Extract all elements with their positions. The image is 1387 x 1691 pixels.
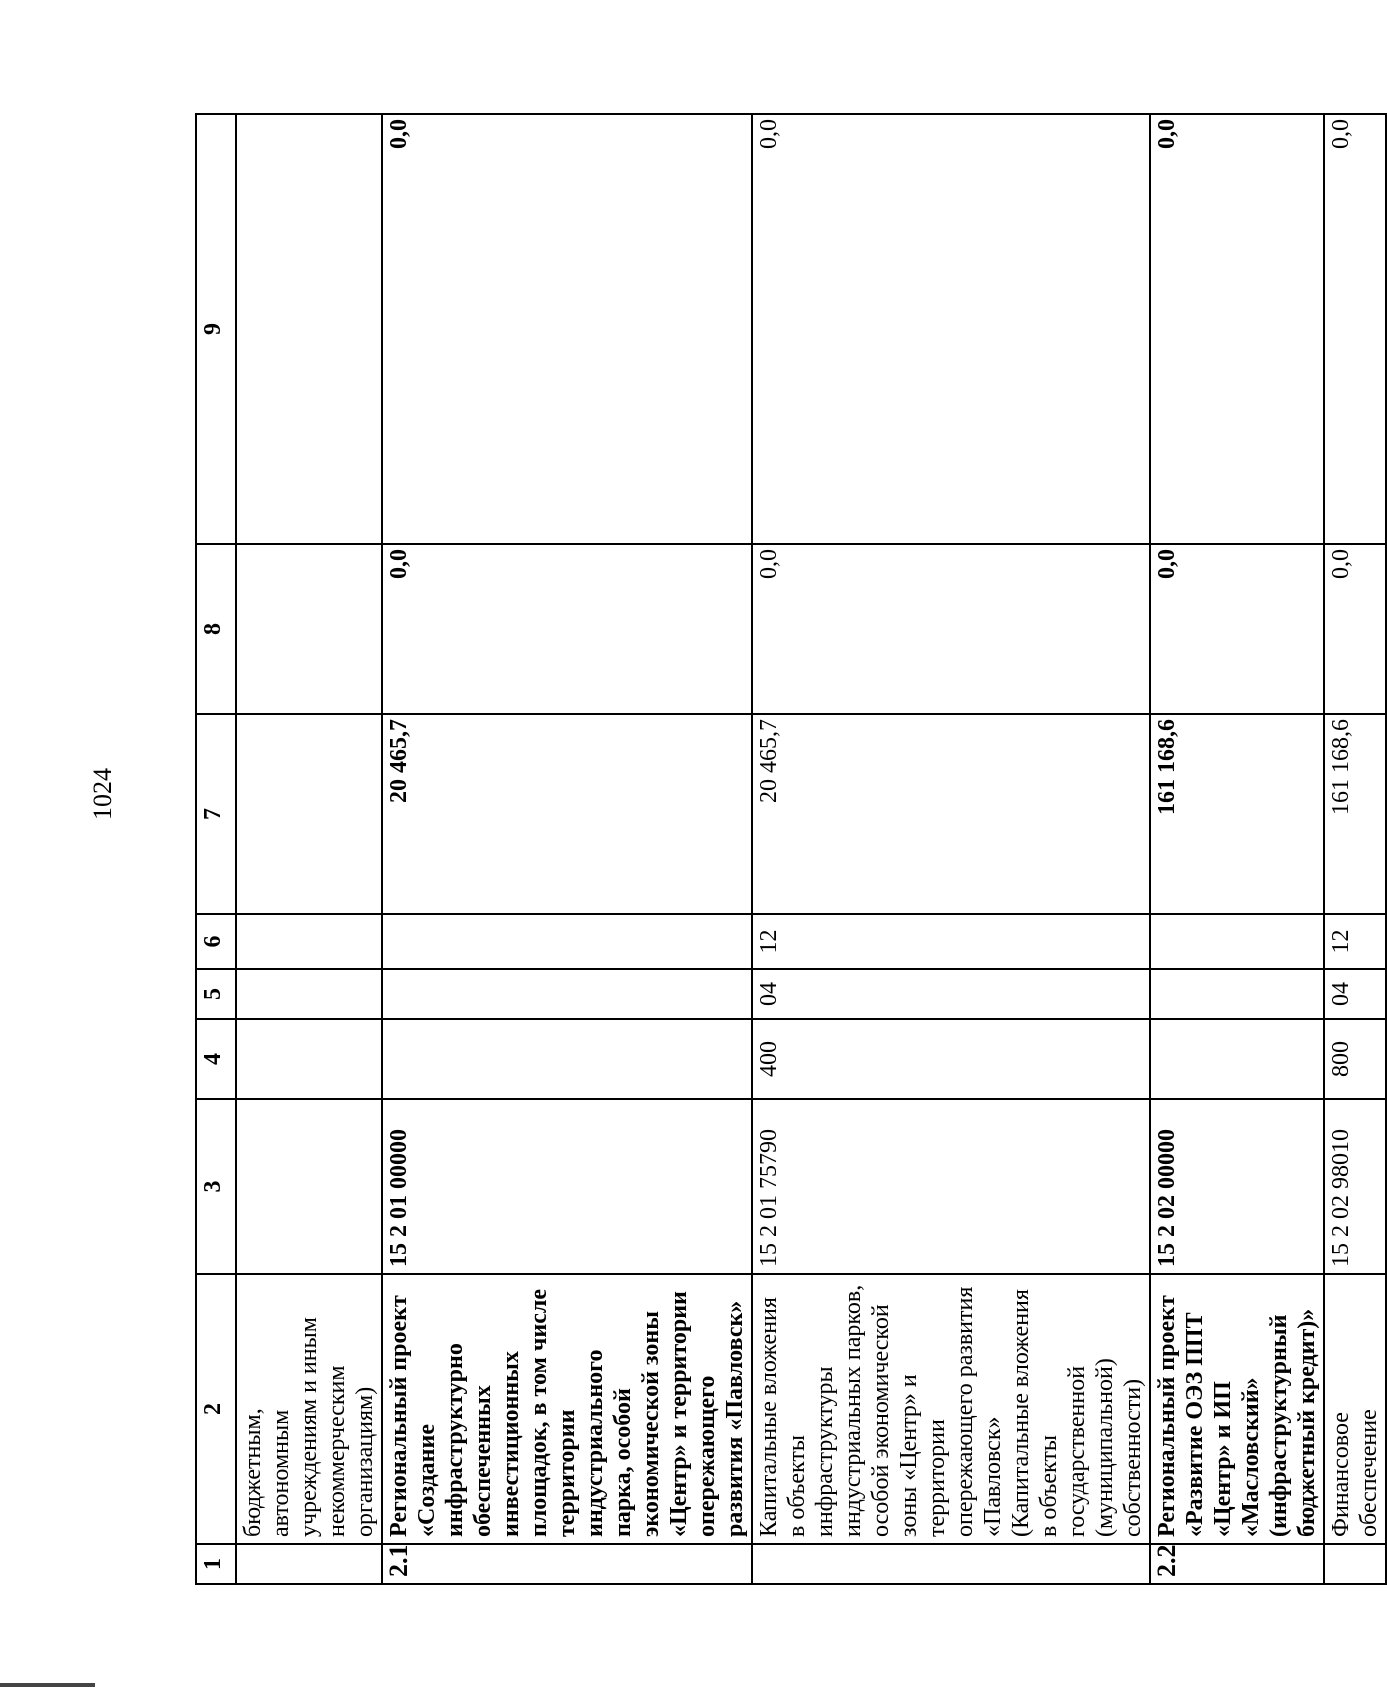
- row-c6: [236, 914, 382, 969]
- header-col-9: 9: [196, 114, 236, 544]
- row-c5: [382, 969, 752, 1019]
- header-col-5: 5: [196, 969, 236, 1019]
- header-col-6: 6: [196, 914, 236, 969]
- header-col-7: 7: [196, 714, 236, 914]
- row-number: [1324, 1544, 1386, 1584]
- row-c5: [1150, 969, 1324, 1019]
- row-c4: [382, 1019, 752, 1099]
- row-c4: 400: [752, 1019, 1150, 1099]
- row-name: бюджетным, автономным учреждениям и иным некоммерческим организациям): [236, 1274, 382, 1544]
- row-c6: [1150, 914, 1324, 969]
- row-code: [236, 1099, 382, 1274]
- row-code: 15 2 02 98010: [1324, 1099, 1386, 1274]
- row-c5: 04: [752, 969, 1150, 1019]
- header-col-2: 2: [196, 1274, 236, 1544]
- table-row: [752, 114, 1150, 1584]
- row-number: [752, 1544, 1150, 1584]
- row-c6: [382, 914, 752, 969]
- row-c9: 0,0: [1150, 114, 1324, 544]
- header-col-4: 4: [196, 1019, 236, 1099]
- table-row: [382, 114, 752, 1584]
- row-c7: 161 168,6: [1324, 714, 1386, 914]
- header-col-8: 8: [196, 544, 236, 714]
- row-number: 2.2: [1150, 1544, 1324, 1584]
- row-c8: 0,0: [1324, 544, 1386, 714]
- row-code: 15 2 01 00000: [382, 1099, 752, 1274]
- budget-table: [195, 113, 1387, 1585]
- row-number: [236, 1544, 382, 1584]
- row-c6: 12: [752, 914, 1150, 969]
- page-number: 1024: [88, 768, 117, 820]
- row-name: Капитальные вложения в объекты инфраструктуры индустриальных парков, особой экономической зоны «Центр» и территории опережающего развития «Павловск» (Капитальные вложения в объекты государственной (муниципальной) собственности): [752, 1274, 1150, 1544]
- row-c4: [1150, 1019, 1324, 1099]
- row-c9: 0,0: [1324, 114, 1386, 544]
- row-c7: 20 465,7: [752, 714, 1150, 914]
- table-row: [236, 114, 382, 1584]
- row-c7: 20 465,7: [382, 714, 752, 914]
- row-c9: 0,0: [382, 114, 752, 544]
- row-code: 15 2 02 00000: [1150, 1099, 1324, 1274]
- table-row: [1150, 114, 1324, 1584]
- header-col-1: 1: [196, 1544, 236, 1584]
- row-number: 2.1: [382, 1544, 752, 1584]
- header-col-3: 3: [196, 1099, 236, 1274]
- header-row: [196, 114, 236, 1584]
- row-code: 15 2 01 75790: [752, 1099, 1150, 1274]
- row-name: Финансовое обеспечение: [1324, 1274, 1386, 1544]
- row-c7: [236, 714, 382, 914]
- row-c5: 04: [1324, 969, 1386, 1019]
- table-row: [1324, 114, 1386, 1584]
- row-c4: 800: [1324, 1019, 1386, 1099]
- row-c9: 0,0: [752, 114, 1150, 544]
- row-c7: 161 168,6: [1150, 714, 1324, 914]
- row-c5: [236, 969, 382, 1019]
- row-c9: [236, 114, 382, 544]
- row-name: Региональный проект «Создание инфраструктурно обеспеченных инвестиционных площадок, в том числе территории индустриального парка, особой экономической зоны «Центр» и территории опережающего развития «Павловск»: [382, 1274, 752, 1544]
- row-c8: 0,0: [382, 544, 752, 714]
- row-name: Региональный проект «Развитие ОЭЗ ППТ «Центр» и ИП «Масловский» (инфраструктурный бюджетный кредит)»: [1150, 1274, 1324, 1544]
- budget-table-rotated: [195, 115, 1382, 1585]
- row-c6: 12: [1324, 914, 1386, 969]
- row-c8: 0,0: [1150, 544, 1324, 714]
- row-c4: [236, 1019, 382, 1099]
- row-c8: 0,0: [752, 544, 1150, 714]
- scan-edge-mark: [0, 1683, 95, 1687]
- row-c8: [236, 544, 382, 714]
